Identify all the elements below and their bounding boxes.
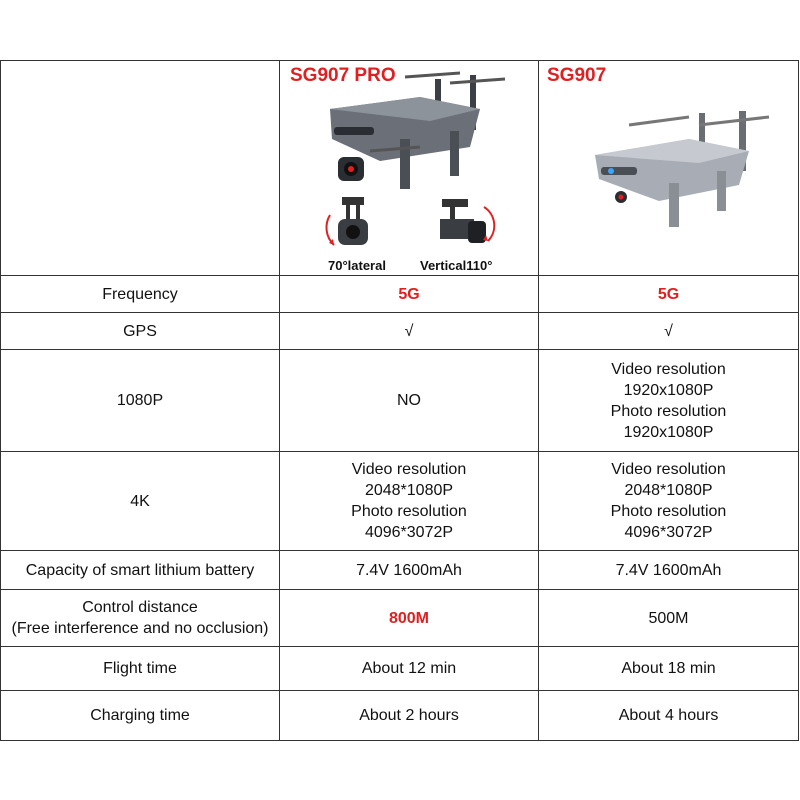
row-label: Capacity of smart lithium battery (1, 551, 280, 590)
table-row (1, 551, 799, 590)
pro-title: SG907 PRO (290, 65, 396, 86)
value-line: 2048*1080P (624, 482, 713, 499)
row-label: GPS (1, 313, 280, 350)
std-value (539, 452, 799, 551)
row-label: Flight time (1, 647, 280, 691)
table-row (1, 647, 799, 691)
std-value: About 4 hours (539, 691, 799, 741)
pro-header-cell (280, 61, 539, 276)
value-line: 4096*3072P (364, 524, 454, 541)
table-row (1, 590, 799, 647)
value-line: 1920x1080P (623, 381, 714, 399)
value-line: Video resolution (351, 461, 467, 478)
pro-value: About 2 hours (280, 691, 539, 741)
value-line: Photo resolution (610, 402, 727, 420)
value-line: Video resolution (611, 360, 726, 378)
std-value: 500M (539, 590, 799, 647)
value-line: 4096*3072P (624, 524, 713, 541)
value-line: Photo resolution (351, 503, 467, 520)
label-line: Control distance (82, 599, 198, 616)
pro-value: 7.4V 1600mAh (280, 551, 539, 590)
header-empty-cell (1, 61, 280, 276)
pro-value (280, 452, 539, 551)
std-value: √ (539, 313, 799, 350)
sg907-drone-image (589, 105, 789, 230)
std-header-cell (539, 61, 799, 276)
pro-value: √ (280, 313, 539, 350)
std-value (539, 350, 799, 452)
std-value: 7.4V 1600mAh (539, 551, 799, 590)
std-value: About 18 min (539, 647, 799, 691)
table-row (1, 350, 799, 452)
sg907-pro-drone-image (310, 69, 510, 194)
value-line: 1920x1080P (623, 423, 714, 441)
row-label: 1080P (1, 350, 280, 452)
row-label: Frequency (1, 276, 280, 313)
gimbal-vertical-label: Vertical110° (420, 258, 493, 273)
value-line: Photo resolution (610, 503, 727, 520)
gimbal-vertical-icon (428, 195, 498, 253)
value-line: 2048*1080P (364, 482, 454, 499)
comparison-table (0, 60, 799, 741)
row-label: 4K (1, 452, 280, 551)
table-row (1, 276, 799, 313)
label-line: (Free interference and no occlusion) (11, 620, 269, 637)
row-label (1, 590, 280, 647)
row-label: Charging time (1, 691, 280, 741)
gimbal-lateral-icon (322, 195, 382, 253)
gimbal-lateral-label: 70°lateral (328, 258, 386, 273)
pro-value: 800M (280, 590, 539, 647)
std-value: 5G (539, 276, 799, 313)
std-title: SG907 (547, 65, 607, 86)
pro-value: About 12 min (280, 647, 539, 691)
pro-value: NO (280, 350, 539, 452)
pro-value: 5G (280, 276, 539, 313)
value-line: Video resolution (611, 461, 726, 478)
table-row (1, 313, 799, 350)
header-row (1, 61, 799, 276)
table-row (1, 452, 799, 551)
table-row (1, 691, 799, 741)
